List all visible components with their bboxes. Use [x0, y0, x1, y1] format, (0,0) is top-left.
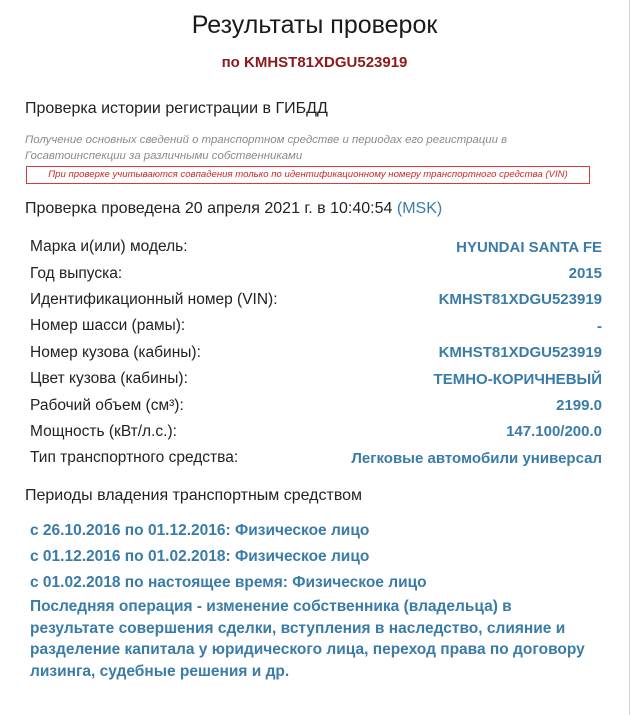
- info-label: Рабочий объем (см³):: [30, 396, 184, 414]
- info-label: Год выпуска:: [30, 264, 123, 282]
- check-timestamp: [25, 200, 442, 218]
- info-label: Номер кузова (кабины):: [30, 343, 201, 361]
- info-row-vin: [30, 287, 602, 313]
- info-value: ТЕМНО-КОРИЧНЕВЫЙ: [433, 370, 602, 388]
- ownership-periods-list: [30, 518, 602, 682]
- vin-match-notice: При проверке учитываются совпадения только по идентификационному номеру транспортного средства (VIN): [26, 166, 590, 184]
- info-row-chassis: [30, 313, 602, 339]
- info-value: 2199.0: [556, 397, 602, 415]
- info-label: Цвет кузова (кабины):: [30, 370, 188, 388]
- ownership-period: с 26.10.2016 по 01.12.2016: Физическое лицо: [30, 522, 370, 539]
- info-row-power: [30, 419, 602, 445]
- info-row-model: [30, 234, 602, 260]
- info-label: Идентификационный номер (VIN):: [30, 290, 278, 308]
- page-title: Результаты проверок: [191, 11, 438, 39]
- vehicle-info-table: [30, 234, 602, 472]
- info-label: Тип транспортного средства:: [30, 449, 239, 467]
- info-label: Марка и(или) модель:: [30, 238, 188, 256]
- info-row-displacement: [30, 392, 602, 418]
- info-value: 147.100/200.0: [506, 423, 602, 441]
- info-value: -: [597, 317, 602, 335]
- subtitle-prefix: по: [221, 54, 240, 71]
- info-value: 2015: [568, 265, 602, 283]
- info-label: Мощность (кВт/л.с.):: [30, 422, 177, 440]
- ownership-period: с 01.12.2016 по 01.02.2018: Физическое лицо: [30, 548, 370, 565]
- ownership-period: с 01.02.2018 по настоящее время: Физическое лицо: [30, 574, 427, 591]
- registration-check-heading: Проверка истории регистрации в ГИБДД: [25, 100, 328, 117]
- info-row-year: [30, 260, 602, 286]
- last-operation-text: Последняя операция - изменение собственника (владельца) в результате совершения сделки, вступления в наследство, слияние и разделение капитала у юридического лица, переход права по договору лизинга, судебные решения и др.: [30, 598, 585, 680]
- ownership-periods-heading: Периоды владения транспортным средством: [25, 487, 363, 504]
- subtitle-vin: KMHST81XDGU523919: [244, 54, 408, 71]
- info-value: KMHST81XDGU523919: [438, 344, 602, 362]
- info-row-color: [30, 366, 602, 392]
- info-value: Легковые автомобили универсал: [351, 449, 602, 467]
- info-label: Номер шасси (рамы):: [30, 317, 186, 335]
- info-value: HYUNDAI SANTA FE: [456, 238, 602, 256]
- info-value: KMHST81XDGU523919: [438, 291, 602, 309]
- registration-check-description: Получение основных сведений о транспортном средстве и периодах его регистрации в Госавтоинспекции за различными собственниками: [25, 134, 508, 162]
- check-timestamp-text: Проверка проведена 20 апреля 2021 г. в 10:40:54: [25, 200, 393, 217]
- info-row-vehicle-type: [30, 445, 602, 471]
- vin-subtitle: [0, 54, 629, 71]
- info-row-body-number: [30, 340, 602, 366]
- timezone-label: (MSK): [396, 200, 443, 217]
